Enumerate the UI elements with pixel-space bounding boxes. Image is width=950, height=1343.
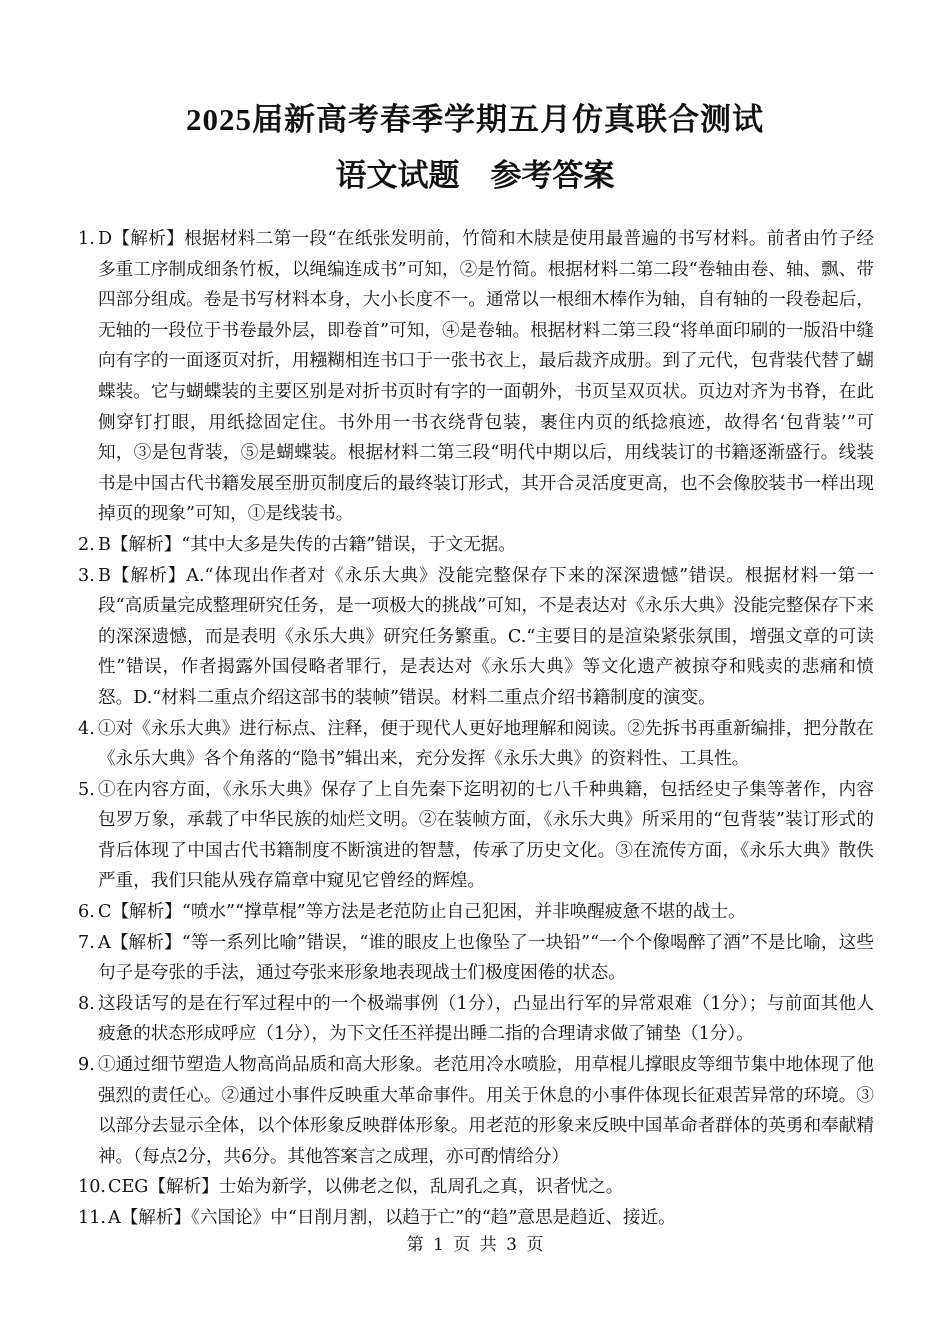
answer-number: 10. — [78, 1177, 106, 1198]
answer-item-5 — [78, 775, 874, 897]
answer-item-2 — [78, 530, 874, 561]
answer-item-1 — [78, 224, 874, 530]
answer-text: C【解析】“喷水”“撑草棍”等方法是老范防止自己犯困，并非唤醒疲惫不堪的战士。 — [98, 902, 746, 923]
answer-text: CEG【解析】士始为新学，以佛老之似，乱周孔之真，识者忧之。 — [108, 1177, 624, 1198]
answer-text: A【解析】“等一系列比喻”错误，“谁的眼皮上也像坠了一块铅”“一个个像喝醉了酒”不是比喻，这些句子是夸张的手法，通过夸张来形象地表现战士们极度困倦的状态。 — [98, 932, 874, 984]
answer-item-11 — [78, 1203, 874, 1234]
answer-item-10 — [78, 1172, 874, 1203]
answer-number: 8. — [78, 993, 95, 1014]
answer-item-8 — [78, 989, 874, 1050]
answer-text: ①通过细节塑造人物高尚品质和高大形象。老范用冷水喷脸，用草棍儿撑眼皮等细节集中地体现了他强烈的责任心。②通过小事件反映重大革命事件。用关于休息的小事件体现长征艰苦异常的环境。③以部分去显示全体，以个体形象反映群体形象。用老范的形象来反映中国革命者群体的英勇和奉献精神。（每点2分，共6分。其他答案言之成理，亦可酌情给分） — [98, 1055, 874, 1167]
answer-number: 1. — [78, 229, 95, 249]
answer-number: 7. — [78, 932, 95, 953]
answer-text: 这段话写的是在行军过程中的一个极端事例（1分），凸显出行军的异常艰难（1分）；与前面其他人疲惫的状态形成呼应（1分），为下文任丕祥提出睡二指的合理请求做了铺垫（1分）。 — [98, 993, 874, 1045]
answer-text: ①对《永乐大典》进行标点、注释，便于现代人更好地理解和阅读。②先拆书再重新编排，把分散在《永乐大典》各个角落的“隐书”辑出来，充分发挥《永乐大典》的资料性、工具性。 — [98, 718, 874, 770]
answer-text: B【解析】A.“体现出作者对《永乐大典》没能完整保存下来的深深遗憾”错误。根据材料一第一段“高质量完成整理研究任务，是一项极大的挑战”可知，不是表达对《永乐大典》没能完整保存下来的深深遗憾，而是表明《永乐大典》研究任务繁重。C.“主要目的是渲染紧张氛围，增强文章的可读性”错误，作者揭露外国侵略者罪行，是表达对《永乐大典》等文化遗产被掠夺和贱卖的悲痛和愤怒。D.“材料二重点介绍这部书的装帧”错误。材料二重点介绍书籍制度的演变。 — [98, 565, 874, 708]
page-title: 2025届新高考春季学期五月仿真联合测试 — [186, 102, 764, 137]
answer-number: 5. — [78, 779, 95, 800]
answer-text: ①在内容方面，《永乐大典》保存了上自先秦下迄明初的七八千种典籍，包括经史子集等著作，内容包罗万象，承载了中华民族的灿烂文明。②在装帧方面，《永乐大典》所采用的“包背装”装订形式的背后体现了中国古代书籍制度不断演进的智慧，传承了历史文化。③在流传方面，《永乐大典》散佚严重，我们只能从残存篇章中窥见它曾经的辉煌。 — [98, 779, 874, 892]
answer-text: D【解析】根据材料二第一段“在纸张发明前，竹简和木牍是使用最普遍的书写材料。前者由竹子经多重工序制成细条竹板，以绳编连成书”可知，②是竹简。根据材料二第二段“卷轴由卷、轴、飘、带四部分组成。卷是书写材料本身，大小长度不一。通常以一根细木棒作为轴，自有轴的一段卷起后，无轴的一段位于书卷最外层，即卷首”可知，④是卷轴。根据材料二第三段“将单面印刷的一版沿中缝向有字的一面逐页对折，用糨糊相连书口于一张书衣上，最后裁齐成册。到了元代，包背装代替了蝴蝶装。它与蝴蝶装的主要区别是对折书页时有字的一面朝外，书页呈双页状。页边对齐为书脊，在此侧穿钉打眼，用纸捻固定住。书外用一书衣绕背包装，裹住内页的纸捻痕迹，故得名‘包背装’”可知，③是包背装，⑤是蝴蝶装。根据材料二第三段“明代中期以后，用线装订的书籍逐渐盛行。线装书是中国古代书籍发展至册页制度后的最终装订形式，其开合灵活度更高，也不会像胶装书一样出现掉页的现象”可知，①是线装书。 — [98, 229, 874, 525]
answer-item-3 — [78, 561, 874, 714]
answer-number: 2. — [78, 534, 95, 555]
answer-text: B【解析】“其中大多是失传的古籍”错误，于文无据。 — [98, 534, 516, 555]
answer-number: 9. — [78, 1055, 95, 1076]
answer-item-6 — [78, 897, 874, 928]
answer-item-9 — [78, 1050, 874, 1172]
answer-item-4 — [78, 714, 874, 775]
answer-number: 4. — [78, 718, 95, 739]
page-subtitle: 语文试题 参考答案 — [335, 158, 615, 194]
answer-text: A【解析】《六国论》中“日削月割，以趋于亡”的“趋”意思是趋近、接近。 — [108, 1208, 676, 1228]
page-footer: 第 1 页 共 3 页 — [406, 1235, 544, 1255]
answer-number: 6. — [78, 902, 95, 923]
answer-number: 3. — [78, 565, 95, 586]
answer-item-7 — [78, 928, 874, 989]
answer-number: 11. — [78, 1208, 106, 1228]
answer-list — [78, 224, 874, 1234]
